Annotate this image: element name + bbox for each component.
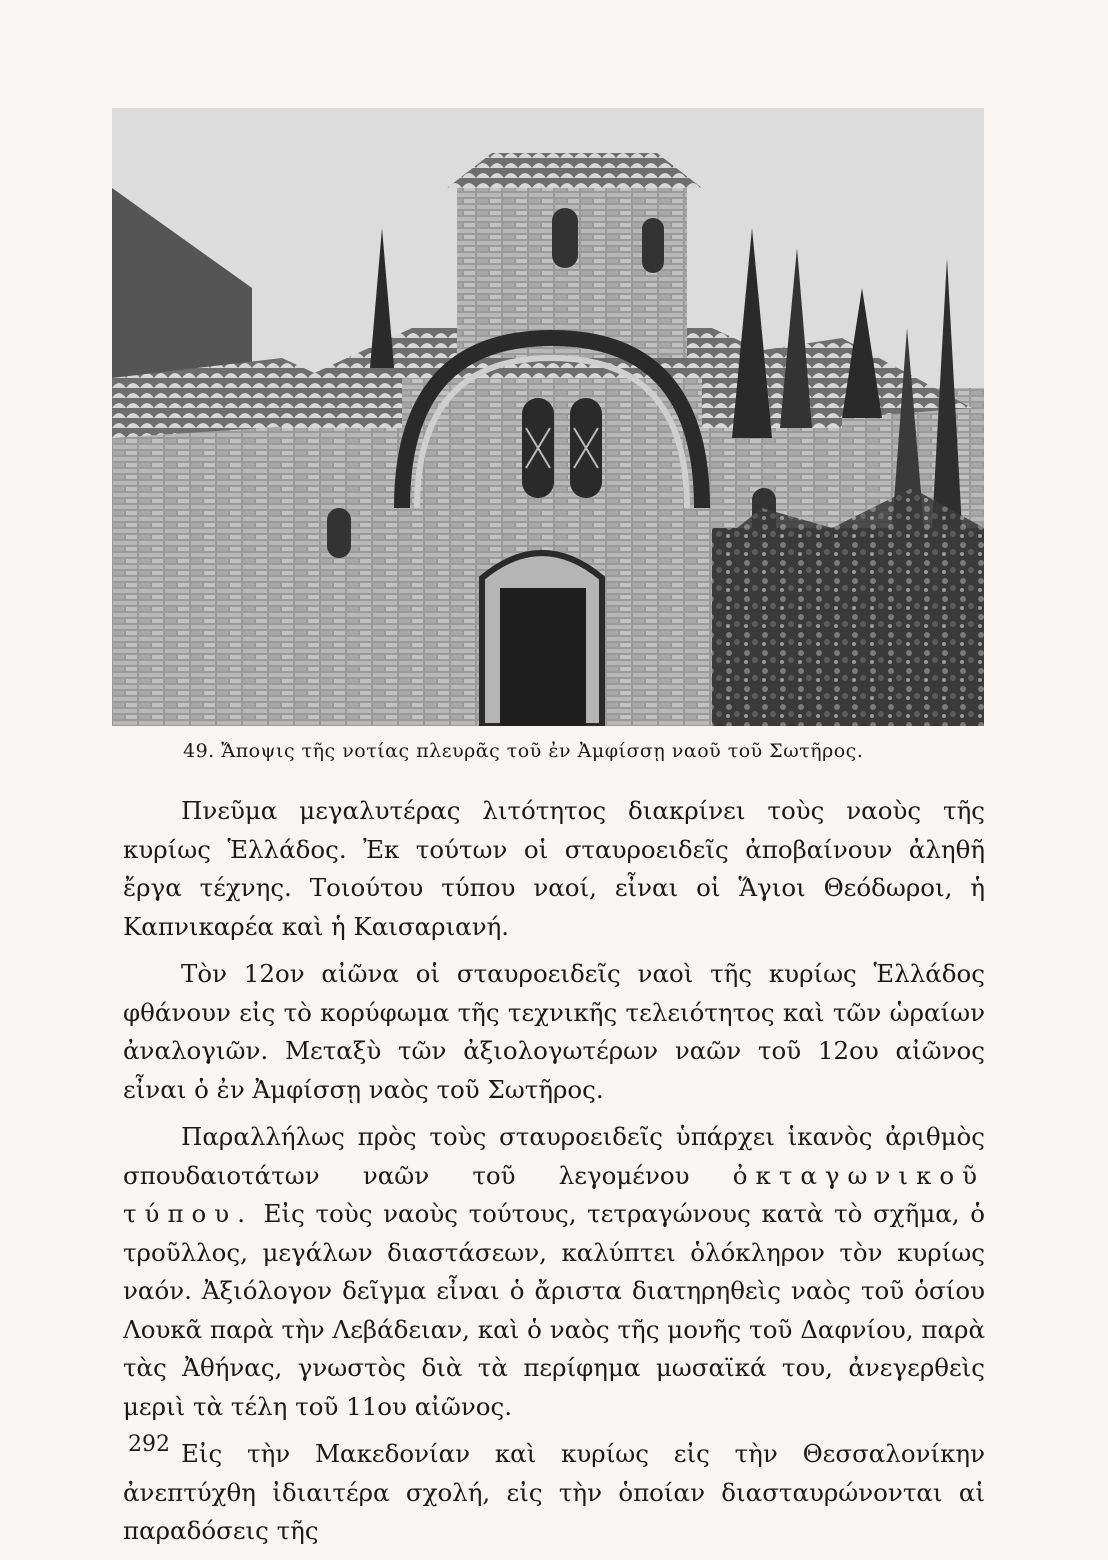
paragraph-3-after: Εἰς τοὺς ναοὺς τούτους, τετραγώνους κατὰ τὸ σχῆμα, ὁ τροῦλλος, μεγάλων διαστάσεων, καλύπτει ὁλόκληρον τὸν κυρίως ναόν. Ἀξιόλογον δεῖγμα εἶναι ὁ ἄριστα διατηρηθεὶς ναὸς τοῦ ὁσίου Λουκᾶ παρὰ τὴν Λεβάδειαν, καὶ ὁ ναὸς τῆς μονῆς τοῦ Δαφνίου, παρὰ τὰς Ἀθήνας, γνωστὸς διὰ τὰ περίφημα μωσαϊκά του, ἀνεγερθεὶς μεριὶ τὰ τέλη τοῦ 11ου αἰῶνος. bbox=[123, 1199, 985, 1421]
spaced-term: ὀκταγωνικοῦ τύπου. bbox=[123, 1160, 985, 1228]
paragraph-1: Πνεῦμα μεγαλυτέρας λιτότητος διακρίνει τοὺς ναοὺς τῆς κυρίως Ἑλλάδος. Ἐκ τούτων οἱ σταυροειδεῖς ἀποβαίνουν ἀληθῆ ἔργα τέχνης. Τοιούτου τύπου ναοί, εἶναι οἱ Ἅγιοι Θεόδωροι, ἡ Καπνικαρέα καὶ ἡ Καισαριανή. bbox=[123, 796, 985, 941]
paragraph-2: Τὸν 12ον αἰῶνα οἱ σταυροειδεῖς ναοὶ τῆς κυρίως Ἑλλάδος φθάνουν εἰς τὸ κορύφωμα τῆς τεχνικῆς τελειότητος καὶ τῶν ὡραίων ἀναλογιῶν. Μεταξὺ τῶν ἀξιολογωτέρων ναῶν τοῦ 12ου αἰῶνος εἶναι ὁ ἐν Ἀμφίσσῃ ναὸς τοῦ Σωτῆρος. bbox=[123, 959, 985, 1104]
church-image bbox=[112, 108, 984, 726]
figure-caption: 49. Ἄποψις τῆς νοτίας πλευρᾶς τοῦ ἐν Ἀμφίσσῃ ναοῦ τοῦ Σωτῆρος. bbox=[183, 740, 864, 762]
page-number: 292 bbox=[128, 1432, 170, 1457]
paragraph-4: Εἰς τὴν Μακεδονίαν καὶ κυρίως εἰς τὴν Θεσσαλονίκην ἀνεπτύχθη ἰδιαιτέρα σχολή, εἰς τὴν ὁποίαν διασταυρώνονται αἱ παραδόσεις τῆς bbox=[123, 1439, 985, 1545]
paragraph-3-before: Παραλλήλως πρὸς τοὺς σταυροειδεῖς ὑπάρχει ἱκανὸς ἀριθμὸς σπουδαιοτάτων ναῶν τοῦ λεγομένου bbox=[123, 1122, 985, 1190]
paragraph-3 bbox=[123, 1118, 985, 1426]
body-text bbox=[123, 792, 985, 1560]
church-photograph bbox=[112, 108, 984, 726]
